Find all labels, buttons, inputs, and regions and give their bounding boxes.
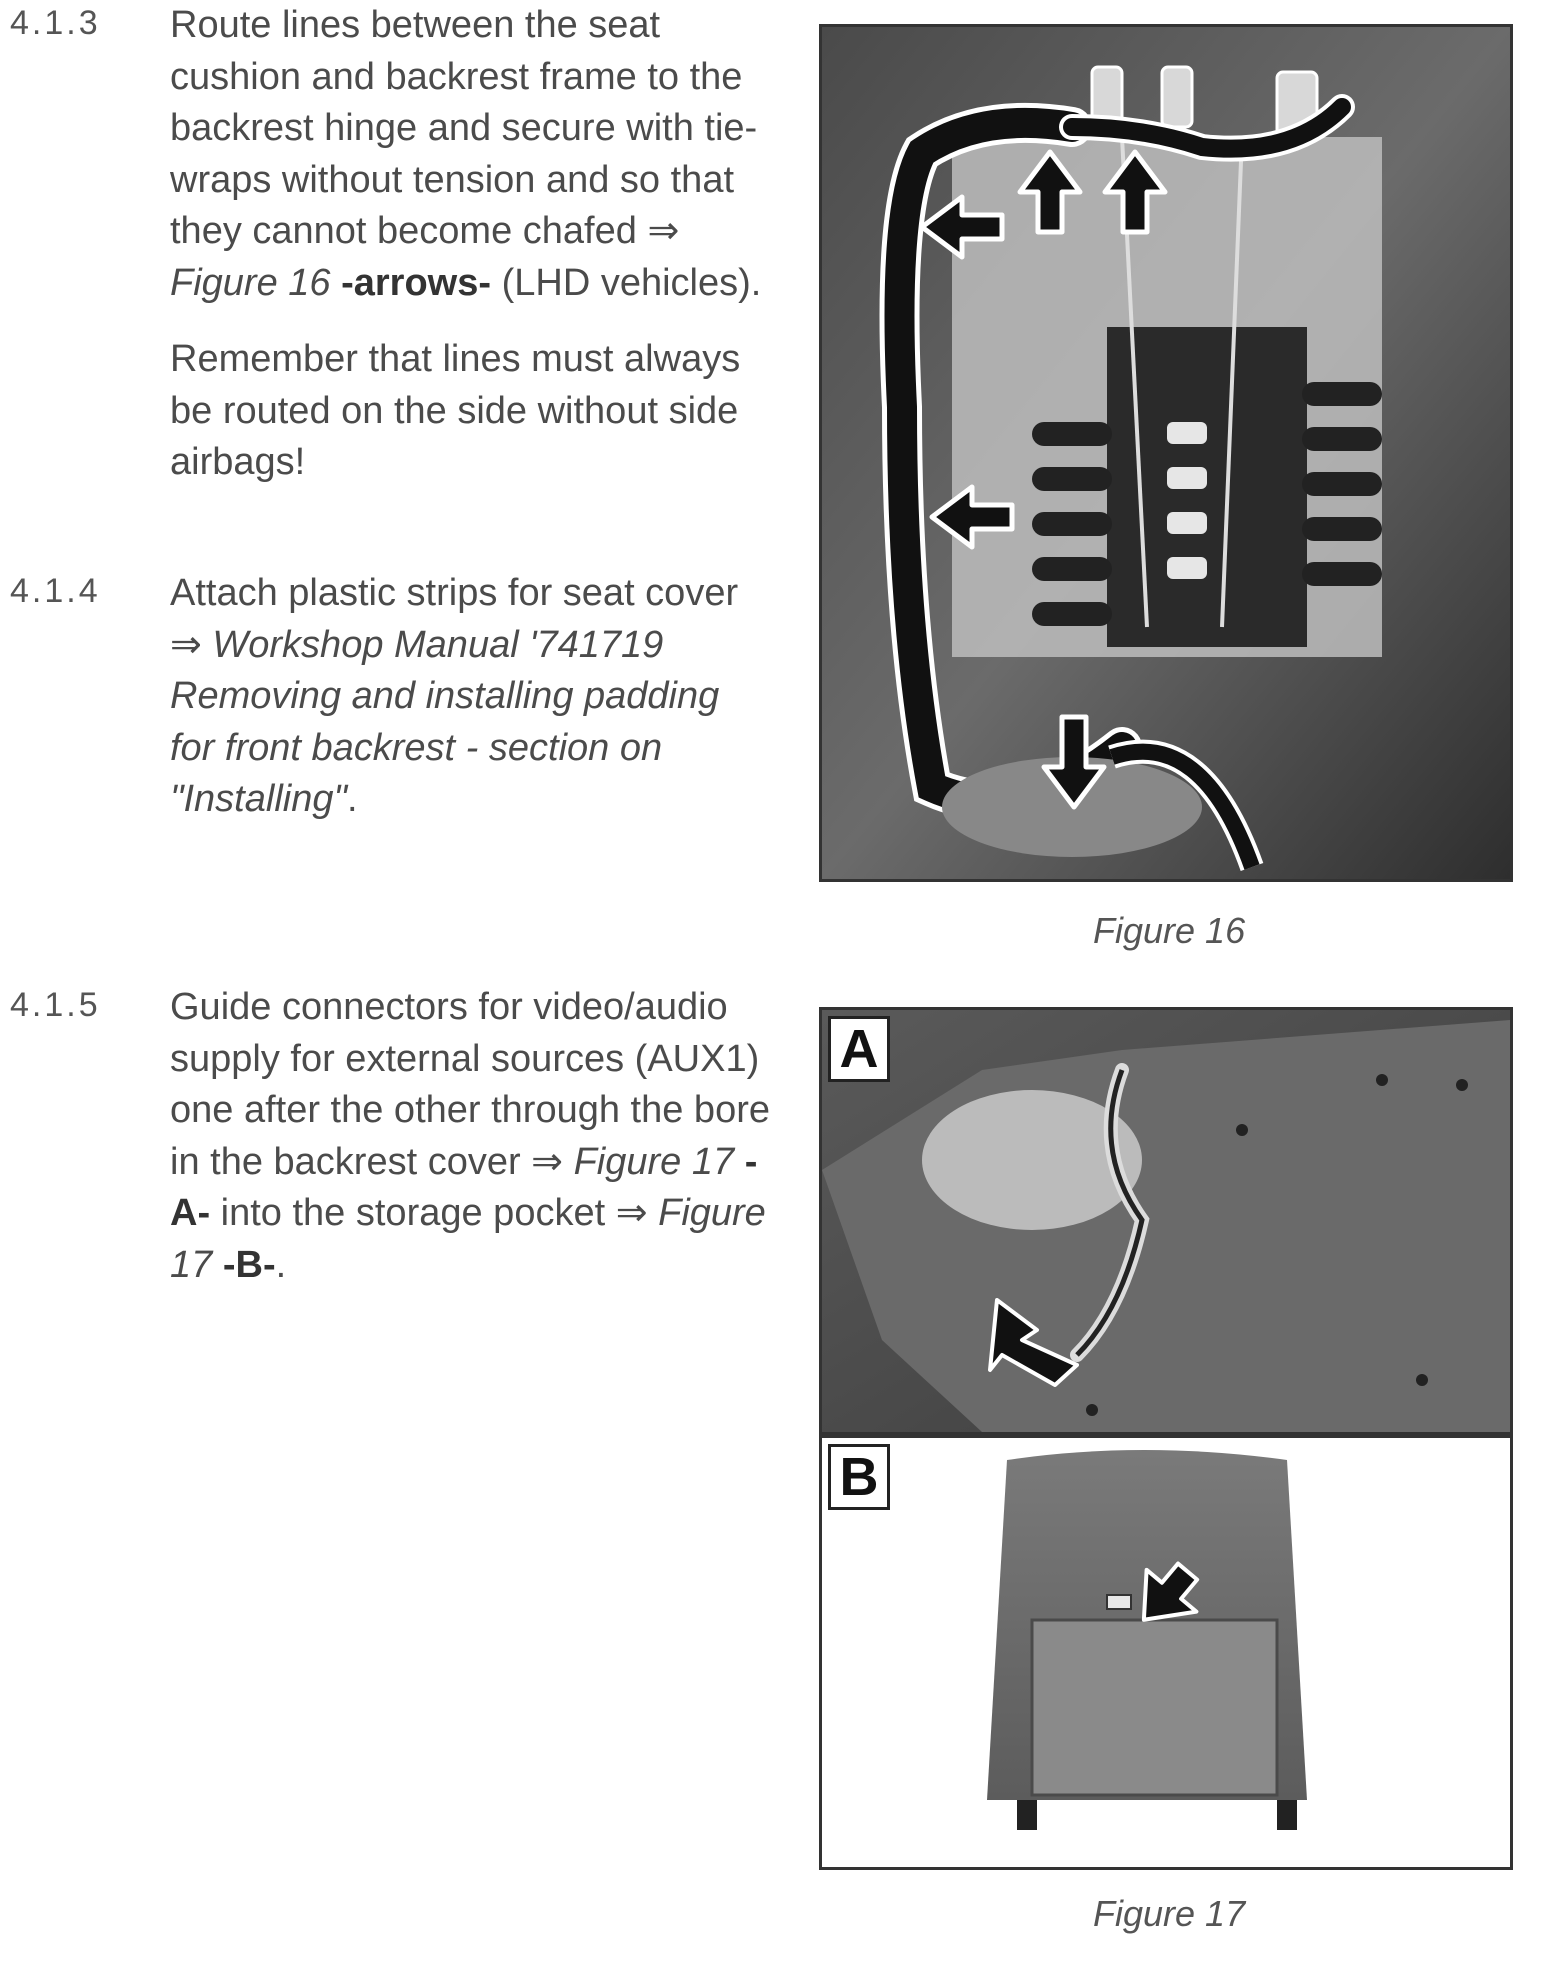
figure-17-link[interactable]: Figure 17 [573,1140,735,1183]
step-text-4-1-3 [170,0,770,489]
step-number-4-1-5: 4.1.5 [10,986,101,1024]
step-4-1-3-paragraph-1: Route lines between the seat cushion and backrest frame to the backrest hinge and secure with tie-wraps without tension and so that they cannot become chafed ⇒ Figure 16 -arrows- (LHD vehicles). [170,4,762,304]
step-text-4-1-5 [170,982,770,1291]
seat-backrest-wiring-illustration [822,27,1510,879]
panel-a-label: A [828,1016,890,1082]
workshop-manual-link[interactable]: Workshop Manual '741719 Removing and installing padding for front backrest - section on "Installing" [170,623,720,820]
figure-16-link[interactable]: Figure 16 [170,261,331,304]
step-4-1-5-paragraph-1: Guide connectors for video/audio supply for external sources (AUX1) one after the other through the bore in the backrest cover ⇒ Figure 17 -A- into the storage pocket ⇒ Figure 17 -B-. [170,986,770,1286]
figure-17-image [819,1007,1513,1870]
step-text-4-1-4 [170,568,770,826]
figure-16-caption: Figure 16 [1093,910,1246,951]
figure-16-image [819,24,1513,882]
step-number-4-1-3: 4.1.3 [10,4,101,42]
seat-storage-pocket-illustration [822,1010,1510,1867]
step-4-1-4-paragraph-1: Attach plastic strips for seat cover ⇒ Workshop Manual '741719 Removing and installing padding for front backrest - section on "Installing". [170,572,739,820]
panel-b-label: B [828,1444,890,1510]
step-4-1-3-paragraph-2: Remember that lines must always be routed on the side without side airbags! [170,338,741,483]
figure-17-caption: Figure 17 [1093,1893,1246,1934]
figure-17-link-b[interactable]: Figure 17 [170,1192,766,1286]
step-number-4-1-4: 4.1.4 [10,572,101,610]
